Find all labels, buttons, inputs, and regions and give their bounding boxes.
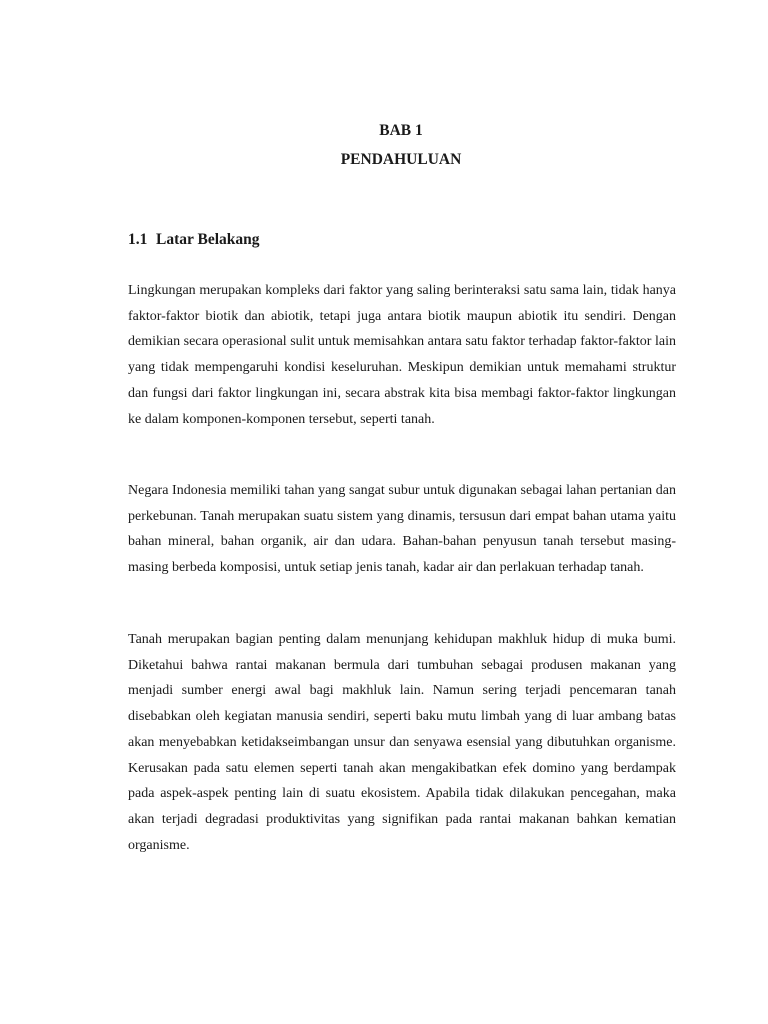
paragraph-3: Tanah merupakan bagian penting dalam menunjang kehidupan makhluk hidup di muka bumi. Diketahui bahwa rantai makanan bermula dari tumbuhan sebagai produsen makanan yang menjadi sumber energi awal bagi makhluk lain. Namun sering terjadi pencemaran tanah disebabkan oleh kegiatan manusia sendiri, seperti baku mutu limbah yang di luar ambang batas akan menyebabkan ketidakseimbangan unsur dan senyawa esensial yang dibutuhkan organisme. Kerusakan pada satu elemen seperti tanah akan mengakibatkan efek domino yang berdampak pada aspek-aspek penting lain di suatu ekosistem. Apabila tidak dilakukan pencegahan, maka akan terjadi degradasi produktivitas yang signifikan pada rantai makanan bahkan kematian organisme. (128, 632, 676, 853)
paragraph-2: Negara Indonesia memiliki tahan yang sangat subur untuk digunakan sebagai lahan pertanian dan perkebunan. Tanah merupakan suatu sistem yang dinamis, tersusun dari empat bahan utama yaitu bahan mineral, bahan organik, air dan udara. Bahan-bahan penyusun tanah tersebut masing-masing berbeda komposisi, untuk setiap jenis tanah, kadar air dan perlakuan terhadap tanah. (128, 483, 676, 576)
paragraph-1: Lingkungan merupakan kompleks dari faktor yang saling berinteraksi satu sama lain, tidak hanya faktor-faktor biotik dan abiotik, tetapi juga antara biotik maupun abiotik itu sendiri. Dengan demikian secara operasional sulit untuk memisahkan antara satu faktor terhadap faktor-faktor lain yang tidak mempengaruhi kondisi keseluruhan. Meskipun demikian untuk memahami struktur dan fungsi dari faktor lingkungan ini, secara abstrak kita bisa membagi faktor-faktor lingkungan ke dalam komponen-komponen tersebut, seperti tanah. (128, 283, 676, 427)
section-heading (128, 230, 260, 250)
chapter-title: PENDAHULUAN (340, 151, 462, 168)
section-title: Latar Belakang (156, 231, 260, 248)
chapter-number: BAB 1 (379, 122, 423, 139)
section-number: 1.1 (128, 231, 148, 248)
